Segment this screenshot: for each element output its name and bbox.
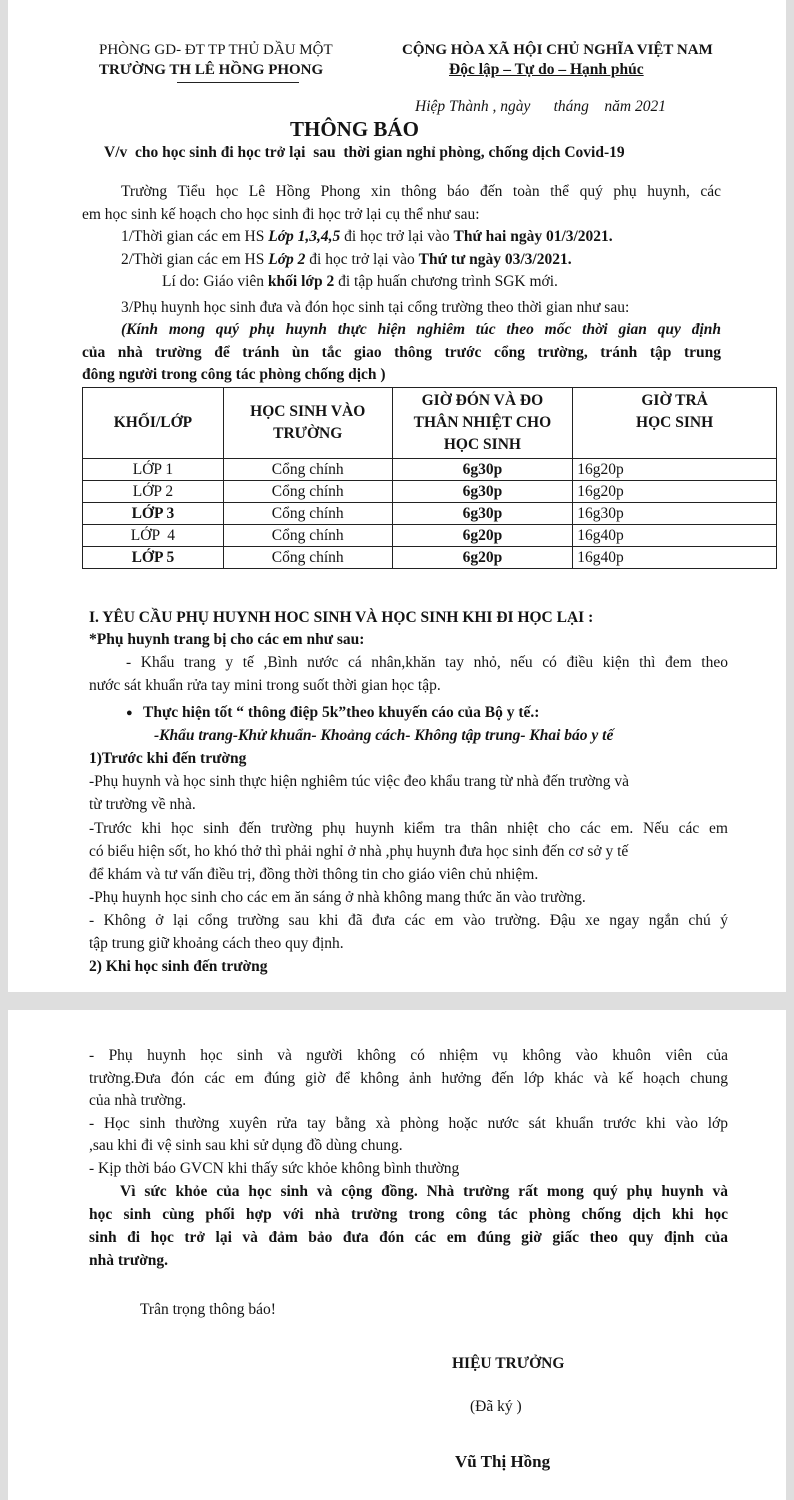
document-page-2 — [8, 1010, 786, 1500]
before-item-3: -Phụ huynh học sinh cho các em ăn sáng ở nhà không mang thức ăn vào trường. — [89, 889, 586, 906]
cell-arrival: 6g20p — [392, 547, 573, 569]
arrival-heading: 2) Khi học sinh đến trường — [89, 958, 268, 975]
signed-note: (Đã ký ) — [470, 1398, 522, 1415]
closing-line-2: học sinh cùng phối hợp với nhà trường trong công tác phòng chống dịch khi học — [89, 1206, 728, 1223]
cell-grade: LỚP 5 — [83, 547, 224, 569]
cell-entry: Cổng chính — [223, 503, 392, 525]
header-pickup: GIỜ TRẢ HỌC SINH — [573, 388, 777, 459]
reason-line: Lí do: Giáo viên khối lớp 2 đi tập huấn chương trình SGK mới. — [162, 273, 558, 290]
cell-entry: Cổng chính — [223, 459, 392, 481]
school-name: TRƯỜNG TH LÊ HỒNG PHONG — [99, 62, 324, 78]
school-name-underline — [177, 82, 299, 83]
request-line-1: (Kính mong quý phụ huynh thực hiện nghiêm túc theo mốc thời gian quy định — [121, 321, 721, 338]
cell-entry: Cổng chính — [223, 547, 392, 569]
item-2: 2/Thời gian các em HS Lớp 2 đi học trở lại vào Thứ tư ngày 03/3/2021. — [121, 251, 572, 268]
cell-arrival: 6g20p — [392, 525, 573, 547]
cell-pickup: 16g20p — [573, 481, 777, 503]
document-page-1 — [8, 0, 786, 992]
header-grade: KHỐI/LỚP — [83, 388, 224, 459]
cell-arrival: 6g30p — [392, 459, 573, 481]
arrival-item-2-line-2: ,sau khi đi vệ sinh sau khi sử dụng đồ dùng chung. — [89, 1137, 403, 1154]
date-line: Hiệp Thành , ngày tháng năm 2021 — [415, 98, 667, 115]
cell-entry: Cổng chính — [223, 525, 392, 547]
before-item-4-line-2: tập trung giữ khoảng cách theo quy định. — [89, 935, 344, 952]
cell-grade: LỚP 2 — [83, 481, 224, 503]
closing-line-3: sinh đi học trở lại và đảm bảo đưa đón các em đúng giờ giấc theo quy định của — [89, 1229, 728, 1246]
country-name: CỘNG HÒA XÃ HỘI CHỦ NGHĨA VIỆT NAM — [402, 42, 713, 58]
table-row — [83, 547, 777, 569]
header-arrival: GIỜ ĐÓN VÀ ĐO THÂN NHIỆT CHO HỌC SINH — [392, 388, 573, 459]
request-line-2: của nhà trường để tránh ùn tắc giao thông trước cổng trường, tránh tập trung — [82, 344, 721, 361]
table-row — [83, 525, 777, 547]
regards: Trân trọng thông báo! — [140, 1301, 276, 1318]
cell-grade: LỚP 3 — [83, 503, 224, 525]
before-item-2-line-3: để khám và tư vấn điều trị, đồng thời thông tin cho giáo viên chủ nhiệm. — [89, 866, 539, 883]
cell-arrival: 6g30p — [392, 503, 573, 525]
closing-line-1: Vì sức khỏe của học sinh và cộng đồng. Nhà trường rất mong quý phụ huynh và — [120, 1183, 728, 1200]
table-row — [83, 481, 777, 503]
cell-pickup: 16g40p — [573, 547, 777, 569]
signer-name: Vũ Thị Hồng — [455, 1452, 551, 1471]
cell-pickup: 16g20p — [573, 459, 777, 481]
header-entry: HỌC SINH VÀO TRƯỜNG — [223, 388, 392, 459]
before-item-1-line-1: -Phụ huynh và học sinh thực hiện nghiêm túc việc đeo khẩu trang từ nhà đến trường và — [89, 773, 630, 790]
national-motto: Độc lập – Tự do – Hạnh phúc — [449, 61, 644, 78]
table-row — [83, 459, 777, 481]
intro-line-1: Trường Tiểu học Lê Hồng Phong xin thông báo đến toàn thể quý phụ huynh, các — [121, 183, 721, 200]
closing-line-4: nhà trường. — [89, 1252, 169, 1269]
document-title: THÔNG BÁO — [290, 117, 419, 141]
section-1-heading: I. YÊU CẦU PHỤ HUYNH HOC SINH VÀ HỌC SINH KHI ĐI HỌC LẠI : — [89, 609, 594, 626]
arrival-item-1-line-1: - Phụ huynh học sinh và người không có nhiệm vụ không vào khuôn viên của — [89, 1047, 728, 1064]
arrival-item-2-line-1: - Học sinh thường xuyên rửa tay bằng xà phòng hoặc nước sát khuẩn trước khi vào lớp — [89, 1115, 728, 1132]
before-item-4-line-1: - Không ở lại cổng trường sau khi đã đưa các em vào trường. Đậu xe ngay ngắn chú ý — [89, 912, 728, 929]
schedule-table — [82, 387, 777, 569]
arrival-item-3: - Kịp thời báo GVCN khi thấy sức khỏe không bình thường — [89, 1160, 460, 1177]
before-item-2-line-1: -Trước khi học sinh đến trường phụ huynh kiểm tra thân nhiệt cho các em. Nếu các em — [89, 820, 728, 837]
intro-line-2: em học sinh kế hoạch cho học sinh đi học trở lại cụ thể như sau: — [82, 206, 480, 223]
department-name: PHÒNG GD- ĐT TP THỦ DẦU MỘT — [99, 42, 333, 58]
table-row — [83, 503, 777, 525]
item-3: 3/Phụ huynh học sinh đưa và đón học sinh tại cổng trường theo thời gian như sau: — [121, 299, 630, 316]
cell-pickup: 16g30p — [573, 503, 777, 525]
cell-pickup: 16g40p — [573, 525, 777, 547]
arrival-item-1-line-2: trường.Đưa đón các em đúng giờ để không ảnh hưởng đến lớp khác và kế hoạch chung — [89, 1070, 728, 1087]
cell-grade: LỚP 1 — [83, 459, 224, 481]
five-k-list: -Khẩu trang-Khử khuẩn- Khoảng cách- Không tập trung- Khai báo y tế — [154, 727, 614, 744]
signer-title: HIỆU TRƯỞNG — [452, 1355, 565, 1372]
before-school-heading: 1)Trước khi đến trường — [89, 750, 247, 767]
document-subject: V/v cho học sinh đi học trở lại sau thời gian nghỉ phòng, chống dịch Covid-19 — [104, 144, 625, 161]
prep-heading: *Phụ huynh trang bị cho các em như sau: — [89, 631, 365, 648]
table-header-row — [83, 388, 777, 459]
prep-line-1: - Khẩu trang y tế ,Bình nước cá nhân,khăn tay nhỏ, nếu có điều kiện thì đem theo — [126, 654, 728, 671]
arrival-item-1-line-3: của nhà trường. — [89, 1092, 187, 1109]
cell-entry: Cổng chính — [223, 481, 392, 503]
prep-line-2: nước sát khuẩn rửa tay mini trong suốt thời gian học tập. — [89, 677, 441, 694]
five-k-bullet: ● Thực hiện tốt “ thông điệp 5k”theo khuyến cáo của Bộ y tế.: — [143, 701, 539, 724]
item-1: 1/Thời gian các em HS Lớp 1,3,4,5 đi học trở lại vào Thứ hai ngày 01/3/2021. — [121, 228, 613, 245]
before-item-1-line-2: từ trường về nhà. — [89, 796, 196, 813]
cell-arrival: 6g30p — [392, 481, 573, 503]
request-line-3: đông người trong công tác phòng chống dịch ) — [82, 366, 386, 383]
cell-grade: LỚP 4 — [83, 525, 224, 547]
before-item-2-line-2: có biểu hiện sốt, ho khó thở thì phải nghỉ ở nhà ,phụ huynh đưa học sinh đến cơ sở y tế — [89, 843, 629, 860]
